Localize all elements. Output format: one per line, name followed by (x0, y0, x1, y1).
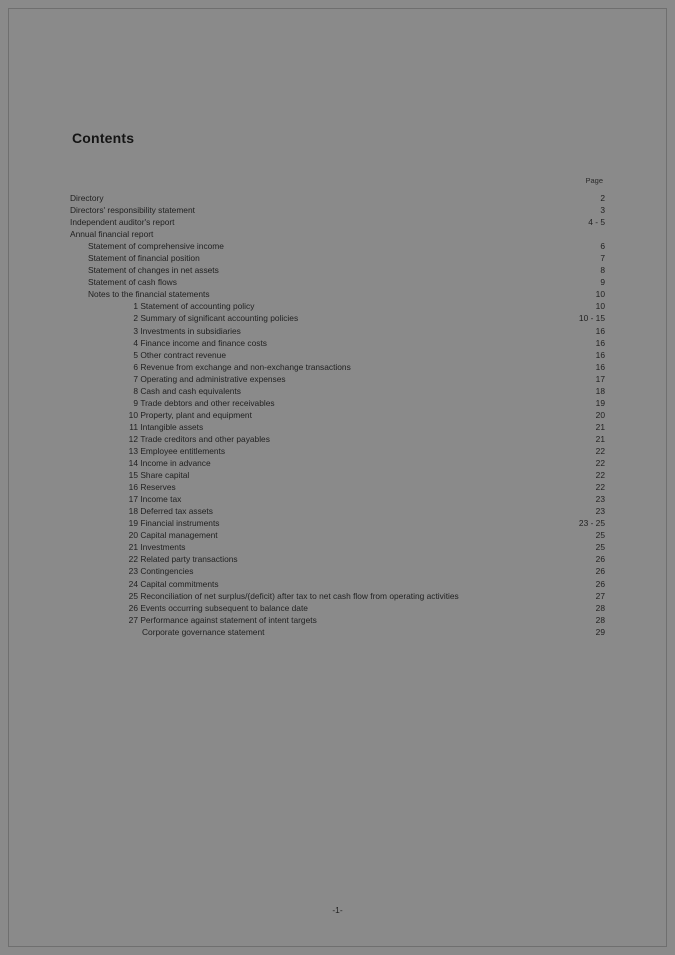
toc-entry[interactable] (70, 276, 605, 288)
toc-entry-page: 22 (595, 445, 605, 456)
toc-entry-page: 21 (595, 421, 605, 432)
toc-entry-label: Statement of financial position (88, 253, 200, 264)
toc-entry-page: 22 (595, 470, 605, 481)
toc-entry-number: 7 (133, 373, 138, 384)
toc-entry-label: Annual financial report (70, 229, 154, 240)
toc-entry-page: 23 (595, 494, 605, 505)
toc-entry-label: Statement of comprehensive income (88, 241, 224, 252)
toc-entry-label: Reserves (140, 482, 176, 493)
toc-entry-label: Statement of accounting policy (140, 301, 255, 312)
toc-entry-number: 1 (133, 301, 138, 312)
toc-entry-label: Finance income and finance costs (140, 337, 267, 348)
toc-entry-number: 8 (133, 385, 138, 396)
toc-entry-page: 29 (595, 626, 605, 637)
toc-entry-page: 26 (595, 566, 605, 577)
toc-entry-number: 11 (129, 421, 138, 432)
toc-entry-label: Income in advance (140, 458, 211, 469)
toc-entry-number: 19 (128, 518, 138, 529)
toc-entry-page: 25 (595, 542, 605, 553)
toc-entry[interactable] (70, 517, 605, 529)
toc-entry-label: Cash and cash equivalents (140, 385, 241, 396)
toc-entry[interactable] (70, 288, 605, 300)
toc-entry-label: Property, plant and equipment (140, 409, 252, 420)
toc-entry[interactable] (70, 325, 605, 337)
toc-entry[interactable] (70, 614, 605, 626)
toc-entry-page: 23 - 25 (578, 518, 605, 529)
toc-entry-page: 28 (595, 614, 605, 625)
toc-entry-page: 22 (595, 482, 605, 493)
toc-entry[interactable] (70, 553, 605, 565)
toc-entry-label: Related party transactions (140, 554, 238, 565)
toc-entry[interactable] (70, 252, 605, 264)
toc-entry-page: 16 (595, 337, 605, 348)
toc-entry-label: Corporate governance statement (142, 626, 265, 637)
toc-entry[interactable] (70, 300, 605, 312)
toc-entry-page: 7 (600, 253, 605, 264)
toc-entry-label: Directory (70, 193, 104, 203)
toc-entry-label: Events occurring subsequent to balance date (140, 602, 308, 613)
toc-entry[interactable] (70, 469, 605, 481)
toc-entry-page: 10 - 15 (578, 313, 605, 324)
toc-entry-label: Deferred tax assets (140, 506, 213, 517)
toc-entry-label: Independent auditor's report (70, 217, 175, 228)
toc-entry[interactable] (70, 312, 605, 324)
toc-entry-label: Income tax (140, 494, 182, 505)
toc-entry-number: 15 (128, 470, 138, 481)
toc-entry-number: 5 (133, 349, 138, 360)
toc-entry[interactable] (70, 228, 605, 240)
toc-entry[interactable] (70, 590, 605, 602)
toc-entry-label: Statement of cash flows (88, 277, 177, 288)
toc-entry-number: 6 (133, 361, 138, 372)
toc-entry-label: Statement of changes in net assets (88, 265, 219, 276)
toc-entry[interactable] (70, 565, 605, 577)
toc-entry-number: 3 (133, 325, 138, 336)
toc-entry-label: Performance against statement of intent targets (140, 614, 317, 625)
toc-entry[interactable] (70, 397, 605, 409)
toc-entry[interactable] (70, 204, 605, 216)
toc-entry-page: 10 (595, 301, 605, 312)
toc-entry[interactable] (70, 529, 605, 541)
toc-entry-label: Intangible assets (140, 421, 204, 432)
table-of-contents (70, 192, 605, 638)
toc-entry-page: 19 (595, 397, 605, 408)
toc-entry-number: 26 (128, 602, 138, 613)
page-column-header: Page (585, 176, 603, 185)
toc-entry-label: Trade creditors and other payables (140, 433, 270, 444)
toc-entry-label: Summary of significant accounting policies (140, 313, 299, 324)
toc-entry-number: 2 (133, 313, 138, 324)
toc-entry-number: 9 (133, 397, 138, 408)
toc-entry-page: 4 - 5 (588, 217, 605, 228)
toc-entry-label: Reconciliation of net surplus/(deficit) after tax to net cash flow from operating activities (140, 590, 459, 601)
toc-entry[interactable] (70, 457, 605, 469)
toc-entry[interactable] (70, 481, 605, 493)
toc-entry[interactable] (70, 409, 605, 421)
toc-entry-number: 10 (128, 409, 138, 420)
toc-entry-number: 16 (128, 482, 138, 493)
toc-entry-label: Revenue from exchange and non-exchange transactions (140, 361, 351, 372)
toc-entry-page: 16 (595, 325, 605, 336)
toc-entry-label: Investments in subsidiaries (140, 325, 241, 336)
toc-entry[interactable] (70, 445, 605, 457)
toc-entry-number: 13 (128, 445, 138, 456)
toc-entry-label: Notes to the financial statements (88, 289, 210, 300)
toc-entry-number: 20 (128, 530, 138, 541)
toc-entry-page: 21 (595, 433, 605, 444)
toc-entry-page: 6 (600, 241, 605, 252)
toc-entry-label: Investments (140, 542, 186, 553)
toc-entry-label: Operating and administrative expenses (140, 373, 286, 384)
toc-entry-label: Financial instruments (140, 518, 220, 529)
toc-entry[interactable] (70, 421, 605, 433)
toc-entry[interactable] (70, 505, 605, 517)
toc-entry[interactable] (70, 216, 605, 228)
toc-entry[interactable] (70, 541, 605, 553)
toc-entry[interactable] (70, 385, 605, 397)
toc-entry[interactable] (70, 337, 605, 349)
toc-entry-number: 12 (128, 433, 138, 444)
page-title: Contents (72, 130, 135, 146)
toc-entry-page: 17 (595, 373, 605, 384)
toc-entry-number: 22 (128, 554, 138, 565)
toc-entry-number: 25 (128, 590, 138, 601)
toc-entry-number: 17 (128, 494, 138, 505)
toc-entry[interactable] (70, 578, 605, 590)
toc-entry[interactable] (70, 493, 605, 505)
toc-entry[interactable] (70, 361, 605, 373)
toc-entry-number: 23 (128, 566, 138, 577)
toc-entry-page: 20 (595, 409, 605, 420)
toc-entry-number: 27 (128, 614, 138, 625)
toc-entry-page: 26 (595, 554, 605, 565)
page-number-footer: -1- (332, 905, 343, 915)
toc-entry[interactable] (70, 626, 605, 638)
toc-entry-number: 21 (128, 542, 138, 553)
toc-entry-page: 27 (595, 590, 605, 601)
toc-entry-page: 9 (600, 277, 605, 288)
toc-entry-page: 26 (595, 578, 605, 589)
toc-entry[interactable] (70, 264, 605, 276)
toc-entry-page: 3 (600, 205, 605, 216)
toc-entry-page: 8 (600, 265, 605, 276)
toc-entry-label: Contingencies (140, 566, 194, 577)
toc-entry-page: 23 (595, 506, 605, 517)
toc-entry-label: Capital commitments (140, 578, 219, 589)
toc-entry[interactable] (70, 433, 605, 445)
toc-entry-page: 18 (595, 385, 605, 396)
toc-entry-label: Directors' responsibility statement (70, 205, 195, 216)
toc-entry-number: 24 (128, 578, 138, 589)
toc-entry[interactable] (70, 349, 605, 361)
toc-entry[interactable] (70, 192, 605, 204)
toc-entry[interactable] (70, 373, 605, 385)
toc-entry-page: 28 (595, 602, 605, 613)
toc-entry-label: Capital management (140, 530, 218, 541)
toc-entry-label: Share capital (140, 470, 190, 481)
toc-entry-label: Trade debtors and other receivables (140, 397, 275, 408)
toc-entry-number: 18 (128, 506, 138, 517)
toc-entry-label: Employee entitlements (140, 445, 226, 456)
toc-entry-page: 16 (595, 349, 605, 360)
toc-entry-number: 14 (128, 458, 138, 469)
toc-entry-page: 16 (595, 361, 605, 372)
toc-entry[interactable] (70, 602, 605, 614)
toc-entry-label: Other contract revenue (140, 349, 226, 360)
toc-entry-page: 2 (600, 193, 605, 203)
toc-entry-page: 10 (595, 289, 605, 300)
toc-entry-page: 22 (595, 458, 605, 469)
toc-entry-page: 25 (595, 530, 605, 541)
toc-entry[interactable] (70, 240, 605, 252)
toc-entry-number: 4 (133, 337, 138, 348)
